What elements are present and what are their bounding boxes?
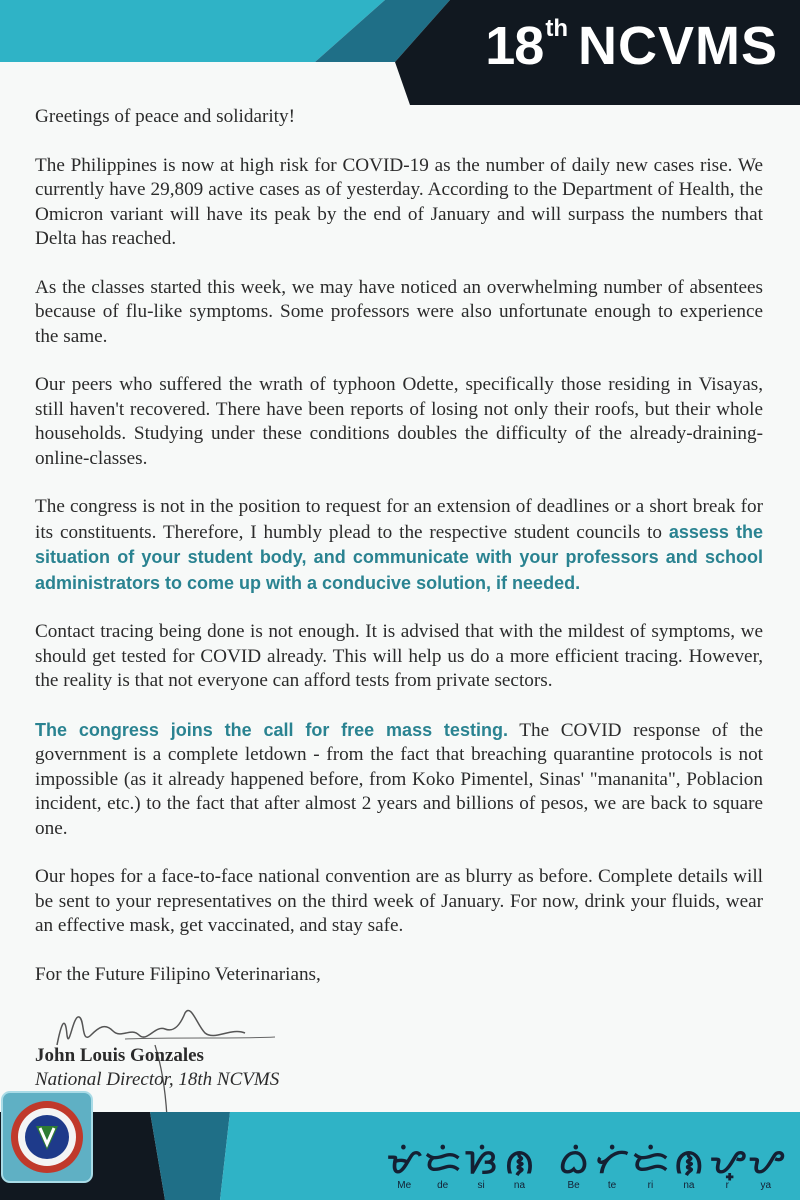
baybayin-glyph [747,1144,785,1192]
brand-suffix: th [545,15,568,42]
baybayin-character: ᜌ᜔ [709,1142,745,1182]
closing-line: For the Future Filipino Veterinarians, [35,963,321,985]
paragraph-4 [35,495,763,596]
baybayin-glyph [670,1144,708,1192]
baybayin-glyph [554,1144,592,1192]
baybayin-latin: de [437,1180,449,1191]
paragraph-6 [35,718,763,842]
paragraph-3: Our peers who suffered the wrath of typhoon Odette, specifically those residing in Visayas, still haven't recovered. There have been reports of losing not only their roofs, but their whole households. Studying under these conditions doubles the difficulty of the already-draining-online-classes. [35,374,763,469]
paragraph-2: As the classes started this week, we may have noticed an overwhelming number of absentees because of flu-like symptoms. Some professors were also unfortunate enough to experience the same. [35,276,763,347]
baybayin-latin: Be [567,1180,580,1191]
baybayin-glyph [423,1144,461,1192]
baybayin-character: ᜐᜒ [465,1142,497,1182]
paragraph-1: The Philippines is now at high risk for COVID-19 as the number of daily new cases rise. We currently have 29,809 active cases as of yesterday. According to the Department of Health, the Omicron variant will have its peak by the end of January and will surpass the numbers that Delta has reached. [35,154,763,249]
baybayin-motto [385,1144,785,1196]
brand-org: NCVMS [577,16,778,76]
council-seal-icon [0,1090,94,1184]
signatory-title: National Director, 18th NCVMS [35,1069,280,1090]
header-banner [0,0,800,105]
baybayin-character: ᜆᜒ [595,1142,629,1182]
baybayin-glyph [385,1144,423,1192]
baybayin-character: ᜌ [748,1142,784,1182]
baybayin-latin: ya [760,1180,771,1191]
paragraph-4-highlight: assess the situation of your student body, and communicate with your professors and school administrators to come up with a conducive solution, if needed. [35,521,763,593]
paragraph-6-highlight: The congress joins the call for free mass testing. [35,719,508,740]
baybayin-latin: te [607,1180,617,1191]
baybayin-glyph [462,1144,500,1192]
paragraph-7: Our hopes for a face-to-face national convention are as blurry as before. Complete details will be sent to your representatives on the third week of January. For now, drink your fluids, wear an effective mask, get vaccinated, and stay safe. [35,866,763,936]
letter-body [35,105,763,1011]
baybayin-character: ᜇᜒ [424,1142,461,1182]
baybayin-latin: na [513,1180,526,1191]
baybayin-character: ᜈ [674,1142,704,1182]
baybayin-glyph [500,1144,538,1192]
baybayin-glyph [708,1144,746,1192]
baybayin-glyph [593,1144,631,1192]
baybayin-latin: r [725,1180,729,1191]
brand-number: 18 [485,16,544,76]
baybayin-character: ᜇᜒ [632,1142,669,1182]
baybayin-character: ᜋᜒ [386,1142,422,1182]
paragraph-4-text: The congress is not in the position to request for an extension of deadlines or a short break for its constituents. Therefore, I humbly plead to the respective student councils to [35,496,763,543]
signatory-name: John Louis Gonzales [35,1045,204,1066]
paragraph-5: Contact tracing being done is not enough. It is advised that with the mildest of symptoms, we should get tested for COVID already. This will help us do a more efficient tracing. However, the reality is that not everyone can afford tests from private sectors. [35,621,763,691]
paragraph-6-text: The COVID response of the government is a complete letdown - from the fact that breaching quarantine protocols is not impossible (as it already happened before, from Koko Pimentel, Sinas' "mananita", Poblacion incident, etc.) to the fact that after almost 2 years and billions of pesos, we are back to square one. [35,719,764,839]
baybayin-character: ᜊᜒ [559,1142,589,1182]
greeting: Greetings of peace and solidarity! [35,106,295,127]
footer-banner [0,1090,800,1200]
baybayin-glyph [631,1144,669,1192]
baybayin-character: ᜈ [505,1142,534,1182]
baybayin-latin: si [477,1180,485,1191]
baybayin-latin: ri [647,1180,654,1191]
baybayin-latin: Me [397,1180,412,1191]
brand-title [485,14,778,84]
baybayin-latin: na [683,1180,695,1191]
